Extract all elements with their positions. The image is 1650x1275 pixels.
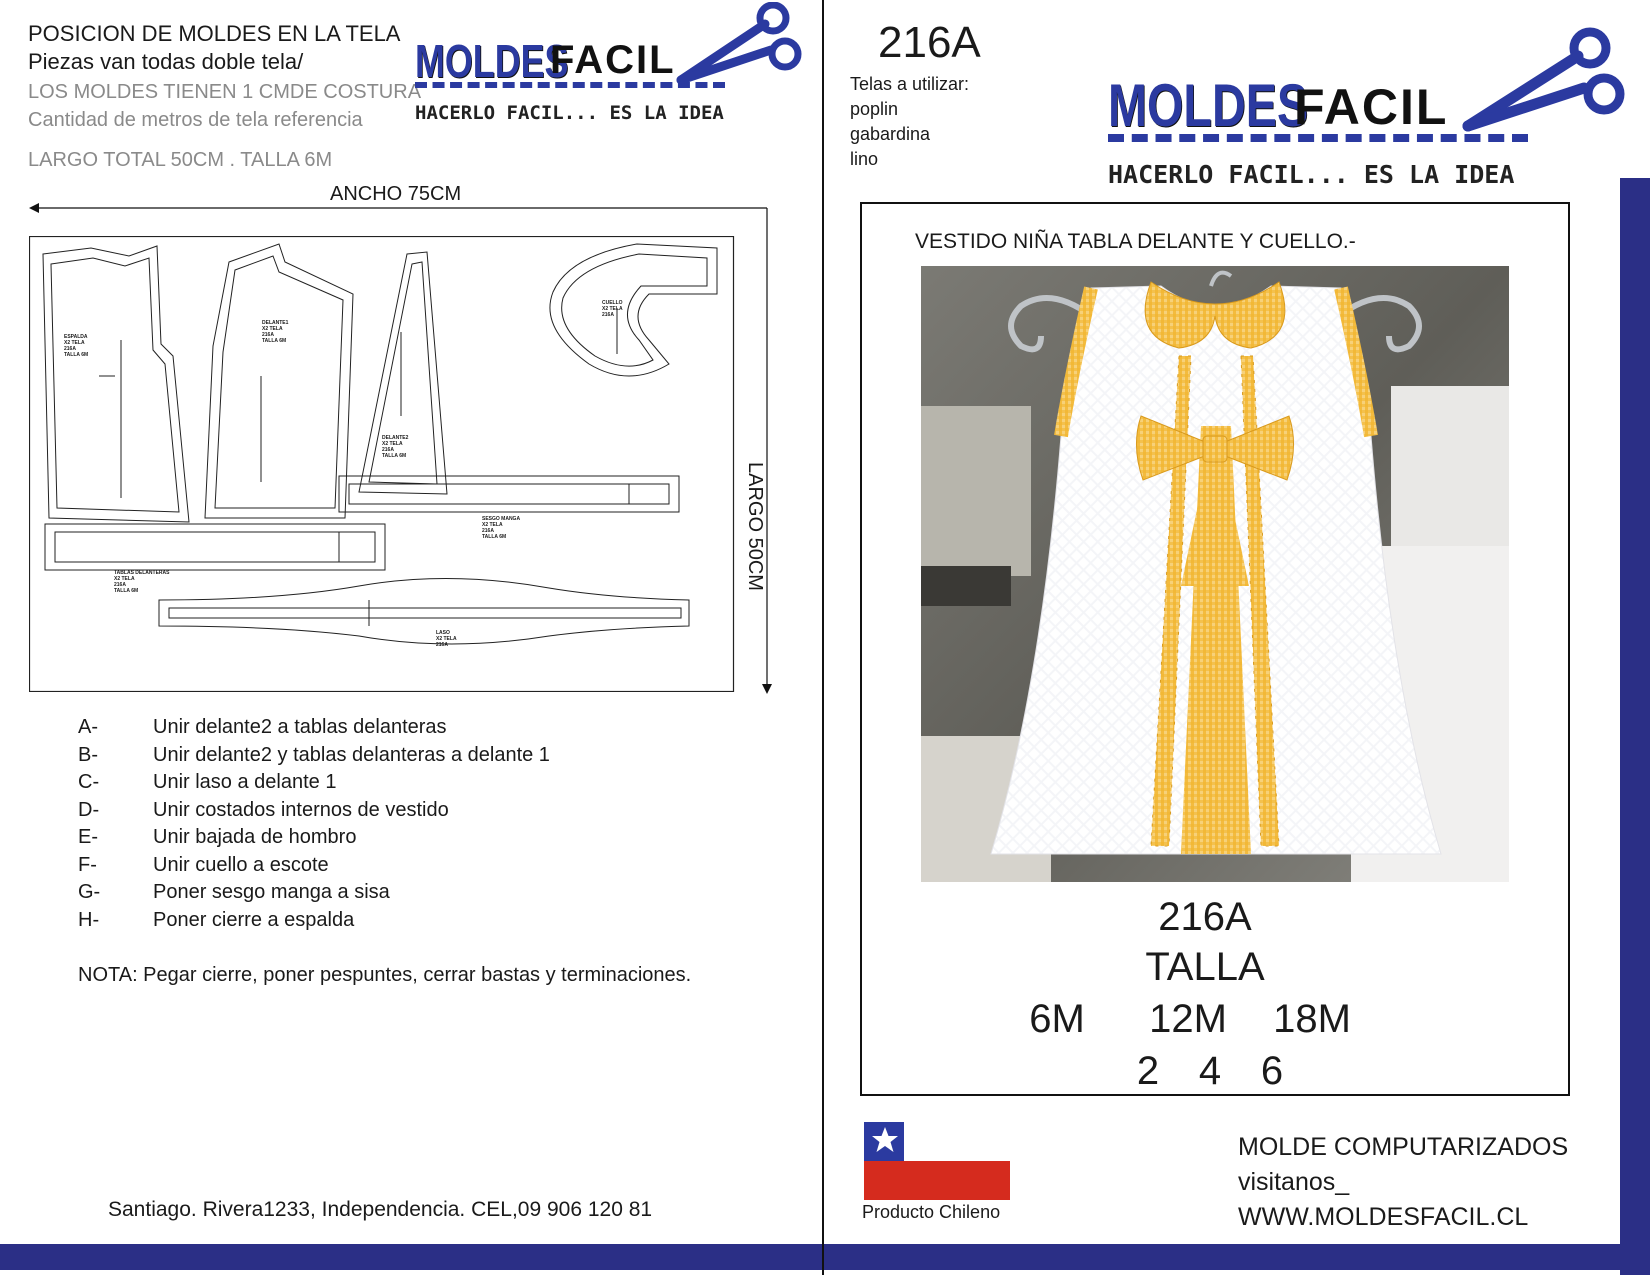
delante1-label: DELANTE1 X2 TELA 216A TALLA 6M — [262, 320, 289, 344]
laso-label: LASO X2 TELA 216A — [436, 630, 457, 648]
instruction-item: F- Unir cuello a escote — [78, 853, 329, 876]
dress-photo — [921, 266, 1509, 882]
star-icon — [870, 1125, 900, 1155]
website-link[interactable]: WWW.MOLDESFACIL.CL — [1238, 1203, 1529, 1231]
instruction-item: C- Unir laso a delante 1 — [78, 771, 337, 793]
size-18m: 18M — [1273, 997, 1351, 1041]
cuello-label: CUELLO X2 TELA 216A — [602, 300, 623, 318]
header-length-note: LARGO TOTAL 50CM . TALLA 6M — [28, 149, 333, 171]
brand-logo-right — [1108, 70, 1628, 200]
delante2-label: DELANTE2 X2 TELA 216A TALLA 6M — [382, 435, 409, 459]
size-2: 2 — [1136, 1049, 1160, 1093]
chile-flag-icon — [864, 1122, 1010, 1200]
side-bar — [1620, 178, 1650, 1275]
promo-line: visitanos_ — [1238, 1168, 1350, 1196]
promo-block — [1238, 1130, 1568, 1235]
largo-label: LARGO 50CM — [744, 462, 766, 591]
logo-tagline: HACERLO FACIL... ES LA IDEA — [415, 102, 724, 124]
logo-tagline: HACERLO FACIL... ES LA IDEA — [1108, 160, 1515, 189]
logo-moldes-word: MOLDES — [1108, 72, 1309, 139]
size-6: 6 — [1260, 1049, 1284, 1093]
fabric-item: poplin — [850, 99, 899, 119]
espalda-label: ESPALDA X2 TELA 216A TALLA 6M — [64, 334, 89, 358]
size-6m: 6M — [1029, 997, 1085, 1041]
size-12m: 12M — [1149, 997, 1227, 1041]
sesgo-label: SESGO MANGA X2 TELA 216A TALLA 6M — [482, 516, 521, 540]
fabric-item: gabardina — [850, 124, 931, 144]
brand-logo-left — [415, 30, 805, 130]
header-meters-note: Cantidad de metros de tela referencia — [28, 109, 363, 131]
instruction-item: H- Poner cierre a espalda — [78, 908, 355, 931]
logo-facil-word: FACIL — [550, 38, 676, 82]
fabrics-title: Telas a utilizar: — [850, 74, 970, 94]
bottom-bar — [0, 1244, 1650, 1270]
instruction-item: B- Unir delante2 y tablas delanteras a delante 1 — [78, 743, 550, 766]
card-title: VESTIDO NIÑA TABLA DELANTE Y CUELLO.- — [915, 230, 1356, 253]
nota-text: NOTA: Pegar cierre, poner pespuntes, cerrar bastas y terminaciones. — [78, 964, 692, 986]
scissors-icon — [1458, 26, 1633, 141]
promo-line: MOLDE COMPUTARIZADOS — [1238, 1133, 1569, 1161]
instruction-item: G- Poner sesgo manga a sisa — [78, 881, 390, 903]
fabric-item: lino — [850, 149, 879, 169]
pattern-layout — [29, 236, 735, 692]
card-code: 216A — [1158, 895, 1252, 939]
header-title: POSICION DE MOLDES EN LA TELA — [28, 21, 401, 46]
logo-facil-word: FACIL — [1294, 79, 1449, 135]
instructions-list — [78, 714, 550, 934]
header-subtitle: Piezas van todas doble tela/ — [28, 49, 304, 74]
size-4: 4 — [1198, 1049, 1222, 1093]
instruction-item: E- Unir bajada de hombro — [78, 826, 357, 848]
address-text: Santiago. Rivera1233, Independencia. CEL,09 906 120 81 — [108, 1198, 653, 1221]
instruction-item: D- Unir costados internos de vestido — [78, 798, 449, 821]
instruction-item: A- Unir delante2 a tablas delanteras — [78, 716, 447, 738]
tablas-label: TABLAS DELANTERAS X2 TELA 216A TALLA 6M — [114, 570, 170, 594]
talla-label: TALLA — [1145, 945, 1265, 989]
product-code: 216A — [878, 18, 981, 67]
flag-caption: Producto Chileno — [862, 1202, 1001, 1222]
logo-moldes-word: MOLDES — [415, 35, 569, 87]
fabrics-block — [850, 72, 969, 172]
scissors-icon — [673, 2, 803, 92]
header-seam-note: LOS MOLDES TIENEN 1 CMDE COSTURA — [28, 81, 422, 103]
ancho-label: ANCHO 75CM — [330, 183, 462, 205]
page-divider — [822, 0, 824, 1275]
page-divider-bottom — [822, 1244, 824, 1275]
